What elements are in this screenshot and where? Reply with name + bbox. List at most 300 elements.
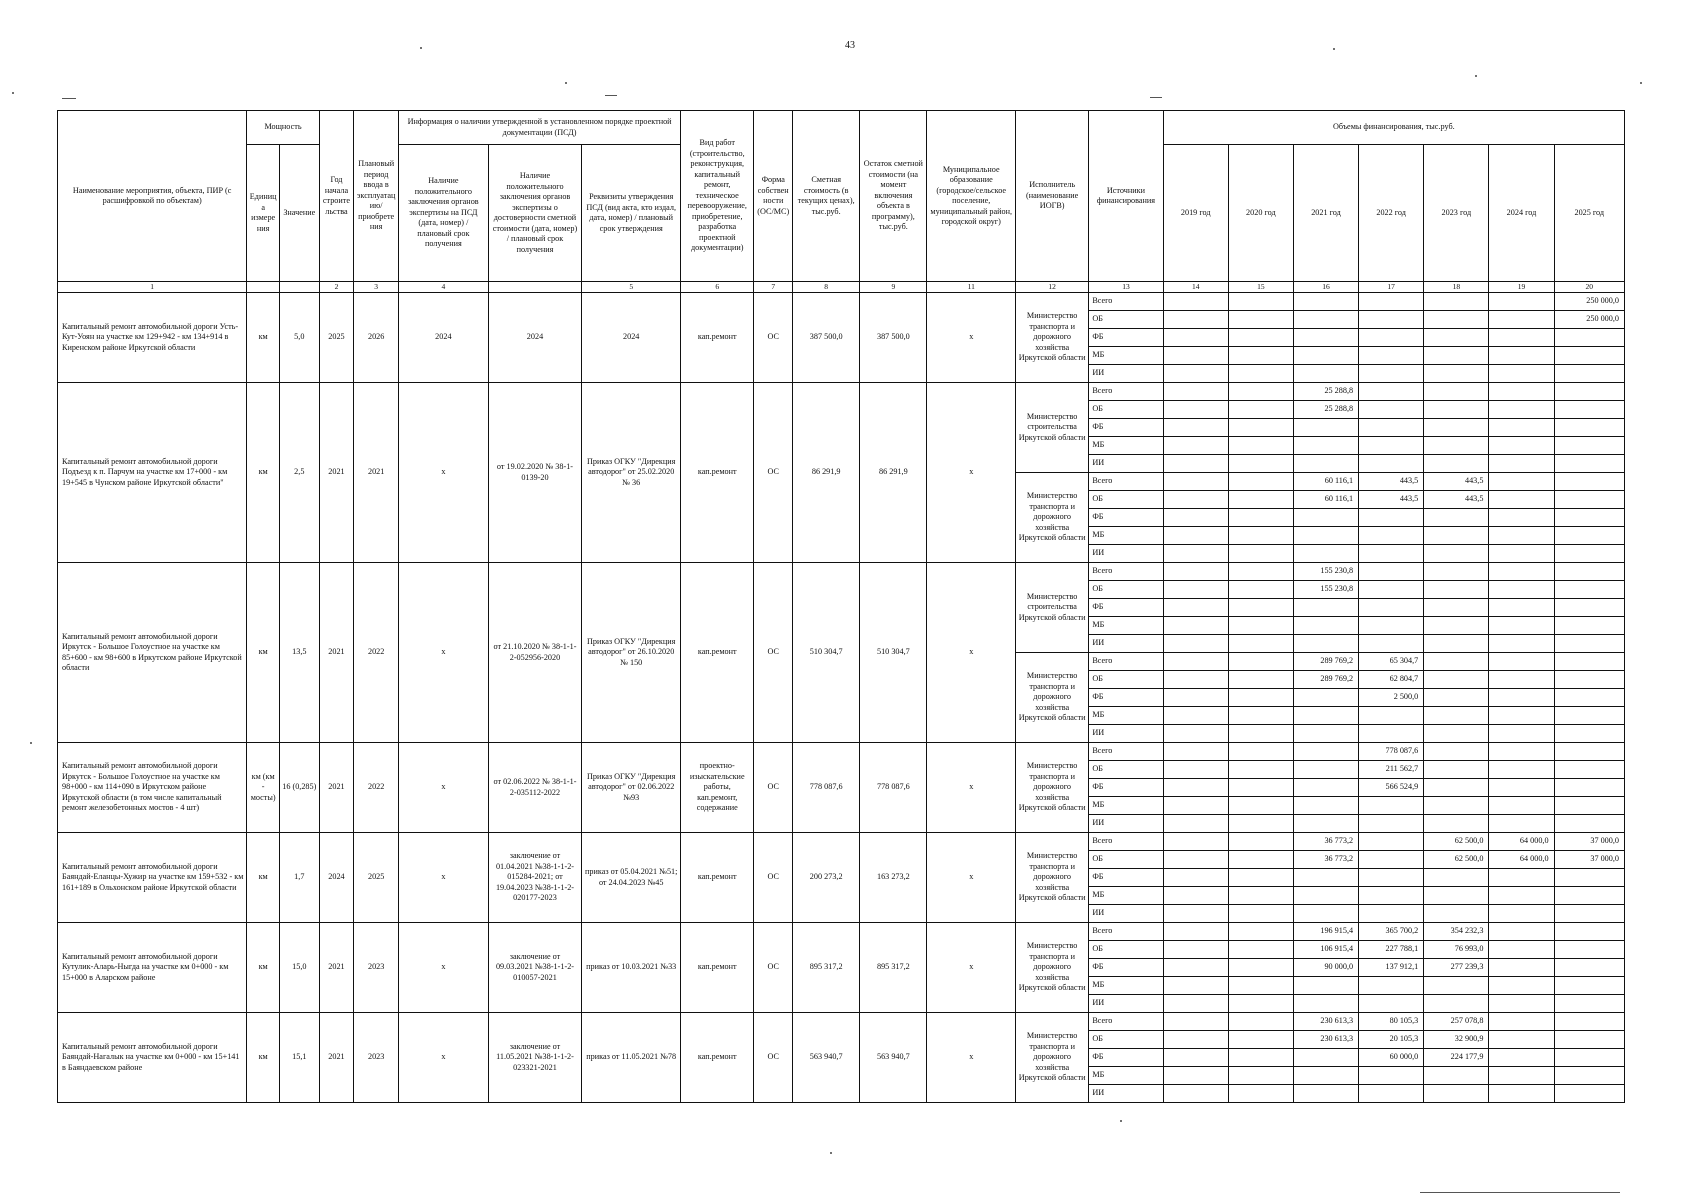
column-number-row xyxy=(58,282,1625,293)
project-municipality: х xyxy=(927,563,1016,743)
funding-value xyxy=(1163,293,1228,311)
project-positive-conclusion: х xyxy=(399,383,489,563)
funding-source: ФБ xyxy=(1089,959,1163,977)
funding-value xyxy=(1424,905,1489,923)
funding-value xyxy=(1489,1013,1554,1031)
table-row xyxy=(58,743,1625,761)
header-planned-period: Плановый период ввода в эксплуатацию/приобретения xyxy=(354,111,399,282)
funding-value xyxy=(1424,617,1489,635)
funding-value: 443,5 xyxy=(1424,491,1489,509)
funding-value xyxy=(1359,995,1424,1013)
project-positive-conclusion: х xyxy=(399,833,489,923)
funding-value xyxy=(1359,815,1424,833)
funding-value xyxy=(1554,977,1624,995)
funding-value xyxy=(1489,905,1554,923)
funding-value xyxy=(1489,671,1554,689)
table-row xyxy=(58,923,1625,941)
funding-value: 106 915,4 xyxy=(1293,941,1358,959)
funding-value: 155 230,8 xyxy=(1293,563,1358,581)
funding-value: 36 773,2 xyxy=(1293,833,1358,851)
funding-value xyxy=(1228,419,1293,437)
funding-value xyxy=(1554,653,1624,671)
funding-source: Всего xyxy=(1089,833,1163,851)
column-number: 16 xyxy=(1293,282,1358,293)
funding-value xyxy=(1489,779,1554,797)
project-estimated-cost: 387 500,0 xyxy=(793,293,860,383)
funding-value xyxy=(1163,653,1228,671)
funding-source: ОБ xyxy=(1089,491,1163,509)
funding-value: 227 788,1 xyxy=(1359,941,1424,959)
funding-value xyxy=(1228,887,1293,905)
funding-value xyxy=(1424,995,1489,1013)
funding-value xyxy=(1554,905,1624,923)
funding-value xyxy=(1228,1067,1293,1085)
funding-value xyxy=(1424,509,1489,527)
project-value: 16 (0,285) xyxy=(279,743,319,833)
funding-value xyxy=(1228,815,1293,833)
funding-value xyxy=(1228,1031,1293,1049)
funding-value xyxy=(1163,527,1228,545)
funding-value xyxy=(1359,635,1424,653)
funding-source: ФБ xyxy=(1089,1049,1163,1067)
funding-value xyxy=(1489,545,1554,563)
funding-value: 25 288,8 xyxy=(1293,401,1358,419)
funding-value xyxy=(1489,815,1554,833)
project-ownership: ОС xyxy=(754,923,793,1013)
scan-speck xyxy=(30,742,32,744)
funding-value xyxy=(1489,923,1554,941)
header-remaining-cost: Остаток сметной стоимости (на момент включения объекта в программу), тыс.руб. xyxy=(860,111,927,282)
funding-value: 62 500,0 xyxy=(1424,851,1489,869)
header-ownership: Форма собственности (ОС/МС) xyxy=(754,111,793,282)
funding-value: 443,5 xyxy=(1359,491,1424,509)
project-ownership: ОС xyxy=(754,743,793,833)
funding-value xyxy=(1228,779,1293,797)
project-work-type: кап.ремонт xyxy=(681,923,754,1013)
funding-value xyxy=(1163,545,1228,563)
funding-value xyxy=(1228,869,1293,887)
funding-value xyxy=(1424,455,1489,473)
funding-value xyxy=(1489,725,1554,743)
table-row xyxy=(58,833,1625,851)
funding-value xyxy=(1489,941,1554,959)
funding-value xyxy=(1163,581,1228,599)
funding-value xyxy=(1489,491,1554,509)
header-year-2023: 2023 год xyxy=(1424,145,1489,282)
scan-speck xyxy=(1120,1120,1122,1122)
funding-source: МБ xyxy=(1089,527,1163,545)
funding-value xyxy=(1163,599,1228,617)
funding-value xyxy=(1293,527,1358,545)
funding-value xyxy=(1489,977,1554,995)
funding-value xyxy=(1554,1049,1624,1067)
funding-value xyxy=(1359,293,1424,311)
funding-value xyxy=(1554,437,1624,455)
executor-name: Министерство транспорта и дорожного хозяйства Иркутской области xyxy=(1016,653,1089,743)
project-start-year: 2021 xyxy=(319,923,354,1013)
funding-value xyxy=(1163,815,1228,833)
funding-value xyxy=(1554,473,1624,491)
funding-value xyxy=(1554,1031,1624,1049)
funding-value xyxy=(1228,671,1293,689)
column-number: 7 xyxy=(754,282,793,293)
funding-value xyxy=(1489,437,1554,455)
funding-value xyxy=(1424,545,1489,563)
project-work-type: проектно-изыскательские работы, кап.ремонт, содержание xyxy=(681,743,754,833)
funding-value xyxy=(1163,707,1228,725)
funding-source: ОБ xyxy=(1089,851,1163,869)
funding-value xyxy=(1489,797,1554,815)
project-estimate-conclusion: заключение от 01.04.2021 №38-1-1-2-015284-2021; от 19.04.2023 №38-1-1-2-020177-2023 xyxy=(488,833,582,923)
funding-value xyxy=(1424,779,1489,797)
funding-value xyxy=(1359,1085,1424,1103)
funding-value xyxy=(1424,797,1489,815)
funding-value xyxy=(1554,671,1624,689)
funding-value: 62 804,7 xyxy=(1359,671,1424,689)
funding-value: 211 562,7 xyxy=(1359,761,1424,779)
funding-value xyxy=(1359,365,1424,383)
funding-value xyxy=(1163,329,1228,347)
funding-value xyxy=(1424,365,1489,383)
funding-value xyxy=(1228,725,1293,743)
funding-value: 32 900,9 xyxy=(1424,1031,1489,1049)
funding-value: 37 000,0 xyxy=(1554,851,1624,869)
project-remaining-cost: 895 317,2 xyxy=(860,923,927,1013)
project-name: Капитальный ремонт автомобильной дороги Кутулик-Аларь-Ныгда на участке км 0+000 - км 15+000 в Аларском районе xyxy=(58,923,247,1013)
project-approval-details: 2024 xyxy=(582,293,681,383)
column-number: 6 xyxy=(681,282,754,293)
project-start-year: 2025 xyxy=(319,293,354,383)
funding-value xyxy=(1489,599,1554,617)
project-unit: км xyxy=(247,383,280,563)
funding-value xyxy=(1228,581,1293,599)
funding-value xyxy=(1424,887,1489,905)
funding-value xyxy=(1554,797,1624,815)
funding-value: 778 087,6 xyxy=(1359,743,1424,761)
funding-value xyxy=(1228,401,1293,419)
executor-name: Министерство транспорта и дорожного хозяйства Иркутской области xyxy=(1016,1013,1089,1103)
funding-value xyxy=(1489,635,1554,653)
funding-value xyxy=(1163,941,1228,959)
header-executor: Исполнитель (наименование ИОГВ) xyxy=(1016,111,1089,282)
funding-value xyxy=(1163,995,1228,1013)
executor-name: Министерство транспорта и дорожного хозяйства Иркутской области xyxy=(1016,743,1089,833)
header-value: Значение xyxy=(279,145,319,282)
scan-speck xyxy=(1333,48,1335,50)
table-row xyxy=(58,383,1625,401)
funding-value: 60 000,0 xyxy=(1359,1049,1424,1067)
project-estimated-cost: 563 940,7 xyxy=(793,1013,860,1103)
funding-value xyxy=(1554,1067,1624,1085)
funding-value xyxy=(1293,635,1358,653)
funding-value xyxy=(1163,671,1228,689)
project-planned-period: 2023 xyxy=(354,923,399,1013)
funding-value xyxy=(1554,509,1624,527)
funding-value: 155 230,8 xyxy=(1293,581,1358,599)
funding-value xyxy=(1293,707,1358,725)
header-work-type: Вид работ (строительство, реконструкция, капитальный ремонт, техническое перевооружение, приобретение, разработка проектной документации) xyxy=(681,111,754,282)
funding-value xyxy=(1228,959,1293,977)
funding-value xyxy=(1424,815,1489,833)
funding-value xyxy=(1163,797,1228,815)
funding-value xyxy=(1163,833,1228,851)
funding-value: 65 304,7 xyxy=(1359,653,1424,671)
funding-value xyxy=(1554,761,1624,779)
table-row xyxy=(58,1013,1625,1031)
funding-value xyxy=(1293,815,1358,833)
funding-value xyxy=(1228,761,1293,779)
header-row-top xyxy=(58,111,1625,145)
project-municipality: х xyxy=(927,923,1016,1013)
funding-value xyxy=(1359,797,1424,815)
header-unit: Единица измерения xyxy=(247,145,280,282)
funding-value xyxy=(1228,473,1293,491)
funding-source: ФБ xyxy=(1089,869,1163,887)
funding-value: 60 116,1 xyxy=(1293,491,1358,509)
funding-value xyxy=(1489,527,1554,545)
funding-source: МБ xyxy=(1089,617,1163,635)
funding-value: 289 769,2 xyxy=(1293,671,1358,689)
funding-value xyxy=(1163,635,1228,653)
project-ownership: ОС xyxy=(754,383,793,563)
funding-value xyxy=(1293,887,1358,905)
funding-value xyxy=(1554,599,1624,617)
project-remaining-cost: 510 304,7 xyxy=(860,563,927,743)
project-positive-conclusion: х xyxy=(399,923,489,1013)
page-number: 43 xyxy=(845,40,855,51)
funding-value xyxy=(1554,419,1624,437)
project-estimated-cost: 895 317,2 xyxy=(793,923,860,1013)
funding-value xyxy=(1489,689,1554,707)
funding-value xyxy=(1163,1031,1228,1049)
funding-value xyxy=(1163,779,1228,797)
funding-value: 230 613,3 xyxy=(1293,1031,1358,1049)
funding-source: МБ xyxy=(1089,797,1163,815)
project-name: Капитальный ремонт автомобильной дороги Баяндай-Еланцы-Хужир на участке км 159+532 - км 161+189 в Ольхонском районе Иркутской области xyxy=(58,833,247,923)
funding-value xyxy=(1163,959,1228,977)
funding-value xyxy=(1424,311,1489,329)
funding-source: Всего xyxy=(1089,563,1163,581)
funding-value xyxy=(1424,383,1489,401)
funding-value xyxy=(1359,329,1424,347)
funding-value xyxy=(1228,545,1293,563)
executor-name: Министерство транспорта и дорожного хозяйства Иркутской области xyxy=(1016,473,1089,563)
funding-value xyxy=(1359,1067,1424,1085)
funding-value xyxy=(1554,995,1624,1013)
funding-value xyxy=(1293,545,1358,563)
funding-value xyxy=(1293,311,1358,329)
funding-value xyxy=(1228,383,1293,401)
column-number: 20 xyxy=(1554,282,1624,293)
project-name: Капитальный ремонт автомобильной дороги Усть-Кут-Уоян на участке км 129+942 - км 134+914 в Киренском районе Иркутской области xyxy=(58,293,247,383)
project-estimate-conclusion: заключение от 09.03.2021 №38-1-1-2-010057-2021 xyxy=(488,923,582,1013)
funding-value xyxy=(1424,689,1489,707)
executor-name: Министерство строительства Иркутской области xyxy=(1016,383,1089,473)
funding-value xyxy=(1228,527,1293,545)
funding-value xyxy=(1489,365,1554,383)
project-positive-conclusion: х xyxy=(399,1013,489,1103)
funding-value: 62 500,0 xyxy=(1424,833,1489,851)
funding-value xyxy=(1228,1013,1293,1031)
funding-source: ОБ xyxy=(1089,311,1163,329)
funding-value xyxy=(1163,689,1228,707)
funding-value: 64 000,0 xyxy=(1489,833,1554,851)
funding-value xyxy=(1359,455,1424,473)
funding-value xyxy=(1359,383,1424,401)
project-municipality: х xyxy=(927,293,1016,383)
funding-value xyxy=(1489,401,1554,419)
funding-value xyxy=(1359,419,1424,437)
header-year-2020: 2020 год xyxy=(1228,145,1293,282)
project-estimated-cost: 200 273,2 xyxy=(793,833,860,923)
funding-value xyxy=(1554,347,1624,365)
funding-value xyxy=(1163,1013,1228,1031)
column-number: 9 xyxy=(860,282,927,293)
project-value: 1,7 xyxy=(279,833,319,923)
funding-value xyxy=(1359,833,1424,851)
funding-value xyxy=(1359,311,1424,329)
funding-value xyxy=(1554,563,1624,581)
funding-value xyxy=(1554,617,1624,635)
project-municipality: х xyxy=(927,1013,1016,1103)
funding-value: 90 000,0 xyxy=(1293,959,1358,977)
funding-value xyxy=(1163,761,1228,779)
funding-value xyxy=(1163,473,1228,491)
project-value: 2,5 xyxy=(279,383,319,563)
funding-value xyxy=(1359,599,1424,617)
funding-value xyxy=(1228,995,1293,1013)
funding-value xyxy=(1163,725,1228,743)
funding-value xyxy=(1554,383,1624,401)
funding-value xyxy=(1424,1085,1489,1103)
funding-value xyxy=(1228,923,1293,941)
column-number: 4 xyxy=(399,282,489,293)
funding-value xyxy=(1228,743,1293,761)
funding-value xyxy=(1293,347,1358,365)
funding-value xyxy=(1489,1049,1554,1067)
funding-value xyxy=(1228,1085,1293,1103)
funding-value: 64 000,0 xyxy=(1489,851,1554,869)
funding-value xyxy=(1424,527,1489,545)
column-number xyxy=(279,282,319,293)
project-work-type: кап.ремонт xyxy=(681,1013,754,1103)
project-estimate-conclusion: от 21.10.2020 № 38-1-1-2-052956-2020 xyxy=(488,563,582,743)
column-number: 18 xyxy=(1424,282,1489,293)
funding-source: Всего xyxy=(1089,1013,1163,1031)
funding-source: ИИ xyxy=(1089,545,1163,563)
funding-value xyxy=(1293,599,1358,617)
funding-value xyxy=(1554,635,1624,653)
funding-source: Всего xyxy=(1089,653,1163,671)
scan-mark xyxy=(1150,97,1162,98)
funding-value: 250 000,0 xyxy=(1554,311,1624,329)
funding-value xyxy=(1228,689,1293,707)
funding-value xyxy=(1163,1085,1228,1103)
funding-source: Всего xyxy=(1089,473,1163,491)
funding-value xyxy=(1228,1049,1293,1067)
funding-value xyxy=(1554,527,1624,545)
header-estimate-conclusion: Наличие положительного заключения органов экспертизы о достоверности сметной стоимости (дата, номер) / плановый срок получения xyxy=(488,145,582,282)
funding-value xyxy=(1359,527,1424,545)
project-planned-period: 2023 xyxy=(354,1013,399,1103)
funding-value xyxy=(1554,923,1624,941)
funding-source: ИИ xyxy=(1089,905,1163,923)
project-name: Капитальный ремонт автомобильной дороги Иркутск - Большое Голоустное на участке км 98+000 - км 114+090 в Иркутском районе Иркутской области (в том числе капитальный ремонт железобетонных мостов - 4 шт) xyxy=(58,743,247,833)
project-unit: км xyxy=(247,293,280,383)
funding-value xyxy=(1228,563,1293,581)
funding-value xyxy=(1163,1067,1228,1085)
executor-name: Министерство транспорта и дорожного хозяйства Иркутской области xyxy=(1016,293,1089,383)
scan-speck xyxy=(830,1152,832,1154)
funding-value xyxy=(1554,581,1624,599)
funding-value xyxy=(1293,977,1358,995)
funding-value xyxy=(1293,419,1358,437)
project-approval-details: Приказ ОГКУ "Дирекция автодорог" от 26.10.2020 № 150 xyxy=(582,563,681,743)
project-approval-details: приказ от 10.03.2021 №33 xyxy=(582,923,681,1013)
project-positive-conclusion: х xyxy=(399,743,489,833)
funding-value xyxy=(1359,563,1424,581)
funding-value: 80 105,3 xyxy=(1359,1013,1424,1031)
funding-value xyxy=(1163,437,1228,455)
funding-value xyxy=(1359,437,1424,455)
funding-value: 443,5 xyxy=(1359,473,1424,491)
header-approval-details: Реквизиты утверждения ПСД (вид акта, кто издал, дата, номер) / плановый срок утверждения xyxy=(582,145,681,282)
funding-value xyxy=(1228,329,1293,347)
project-ownership: ОС xyxy=(754,833,793,923)
funding-value xyxy=(1359,851,1424,869)
funding-value xyxy=(1359,725,1424,743)
funding-value xyxy=(1489,311,1554,329)
funding-value xyxy=(1489,617,1554,635)
column-number: 19 xyxy=(1489,282,1554,293)
project-planned-period: 2026 xyxy=(354,293,399,383)
funding-value xyxy=(1424,977,1489,995)
funding-value xyxy=(1359,347,1424,365)
funding-value: 250 000,0 xyxy=(1554,293,1624,311)
project-ownership: ОС xyxy=(754,563,793,743)
funding-value xyxy=(1228,977,1293,995)
funding-value xyxy=(1554,455,1624,473)
scan-mark xyxy=(1420,1192,1620,1193)
funding-value xyxy=(1489,473,1554,491)
column-number xyxy=(488,282,582,293)
project-positive-conclusion: 2024 xyxy=(399,293,489,383)
funding-value xyxy=(1489,887,1554,905)
project-planned-period: 2025 xyxy=(354,833,399,923)
project-start-year: 2021 xyxy=(319,383,354,563)
project-value: 13,5 xyxy=(279,563,319,743)
project-start-year: 2021 xyxy=(319,743,354,833)
project-unit: км xyxy=(247,923,280,1013)
funding-value xyxy=(1554,545,1624,563)
scan-speck xyxy=(1475,75,1477,77)
funding-value xyxy=(1359,581,1424,599)
funding-value xyxy=(1359,545,1424,563)
scan-speck xyxy=(1640,82,1642,84)
funding-value xyxy=(1554,707,1624,725)
project-approval-details: Приказ ОГКУ "Дирекция автодорог" от 02.06.2022 №93 xyxy=(582,743,681,833)
table-header xyxy=(58,111,1625,293)
funding-value xyxy=(1554,1085,1624,1103)
funding-value: 36 773,2 xyxy=(1293,851,1358,869)
column-number: 1 xyxy=(58,282,247,293)
project-estimated-cost: 86 291,9 xyxy=(793,383,860,563)
project-unit: км xyxy=(247,1013,280,1103)
funding-value xyxy=(1293,905,1358,923)
funding-value: 60 116,1 xyxy=(1293,473,1358,491)
header-year-2024: 2024 год xyxy=(1489,145,1554,282)
funding-value xyxy=(1359,905,1424,923)
